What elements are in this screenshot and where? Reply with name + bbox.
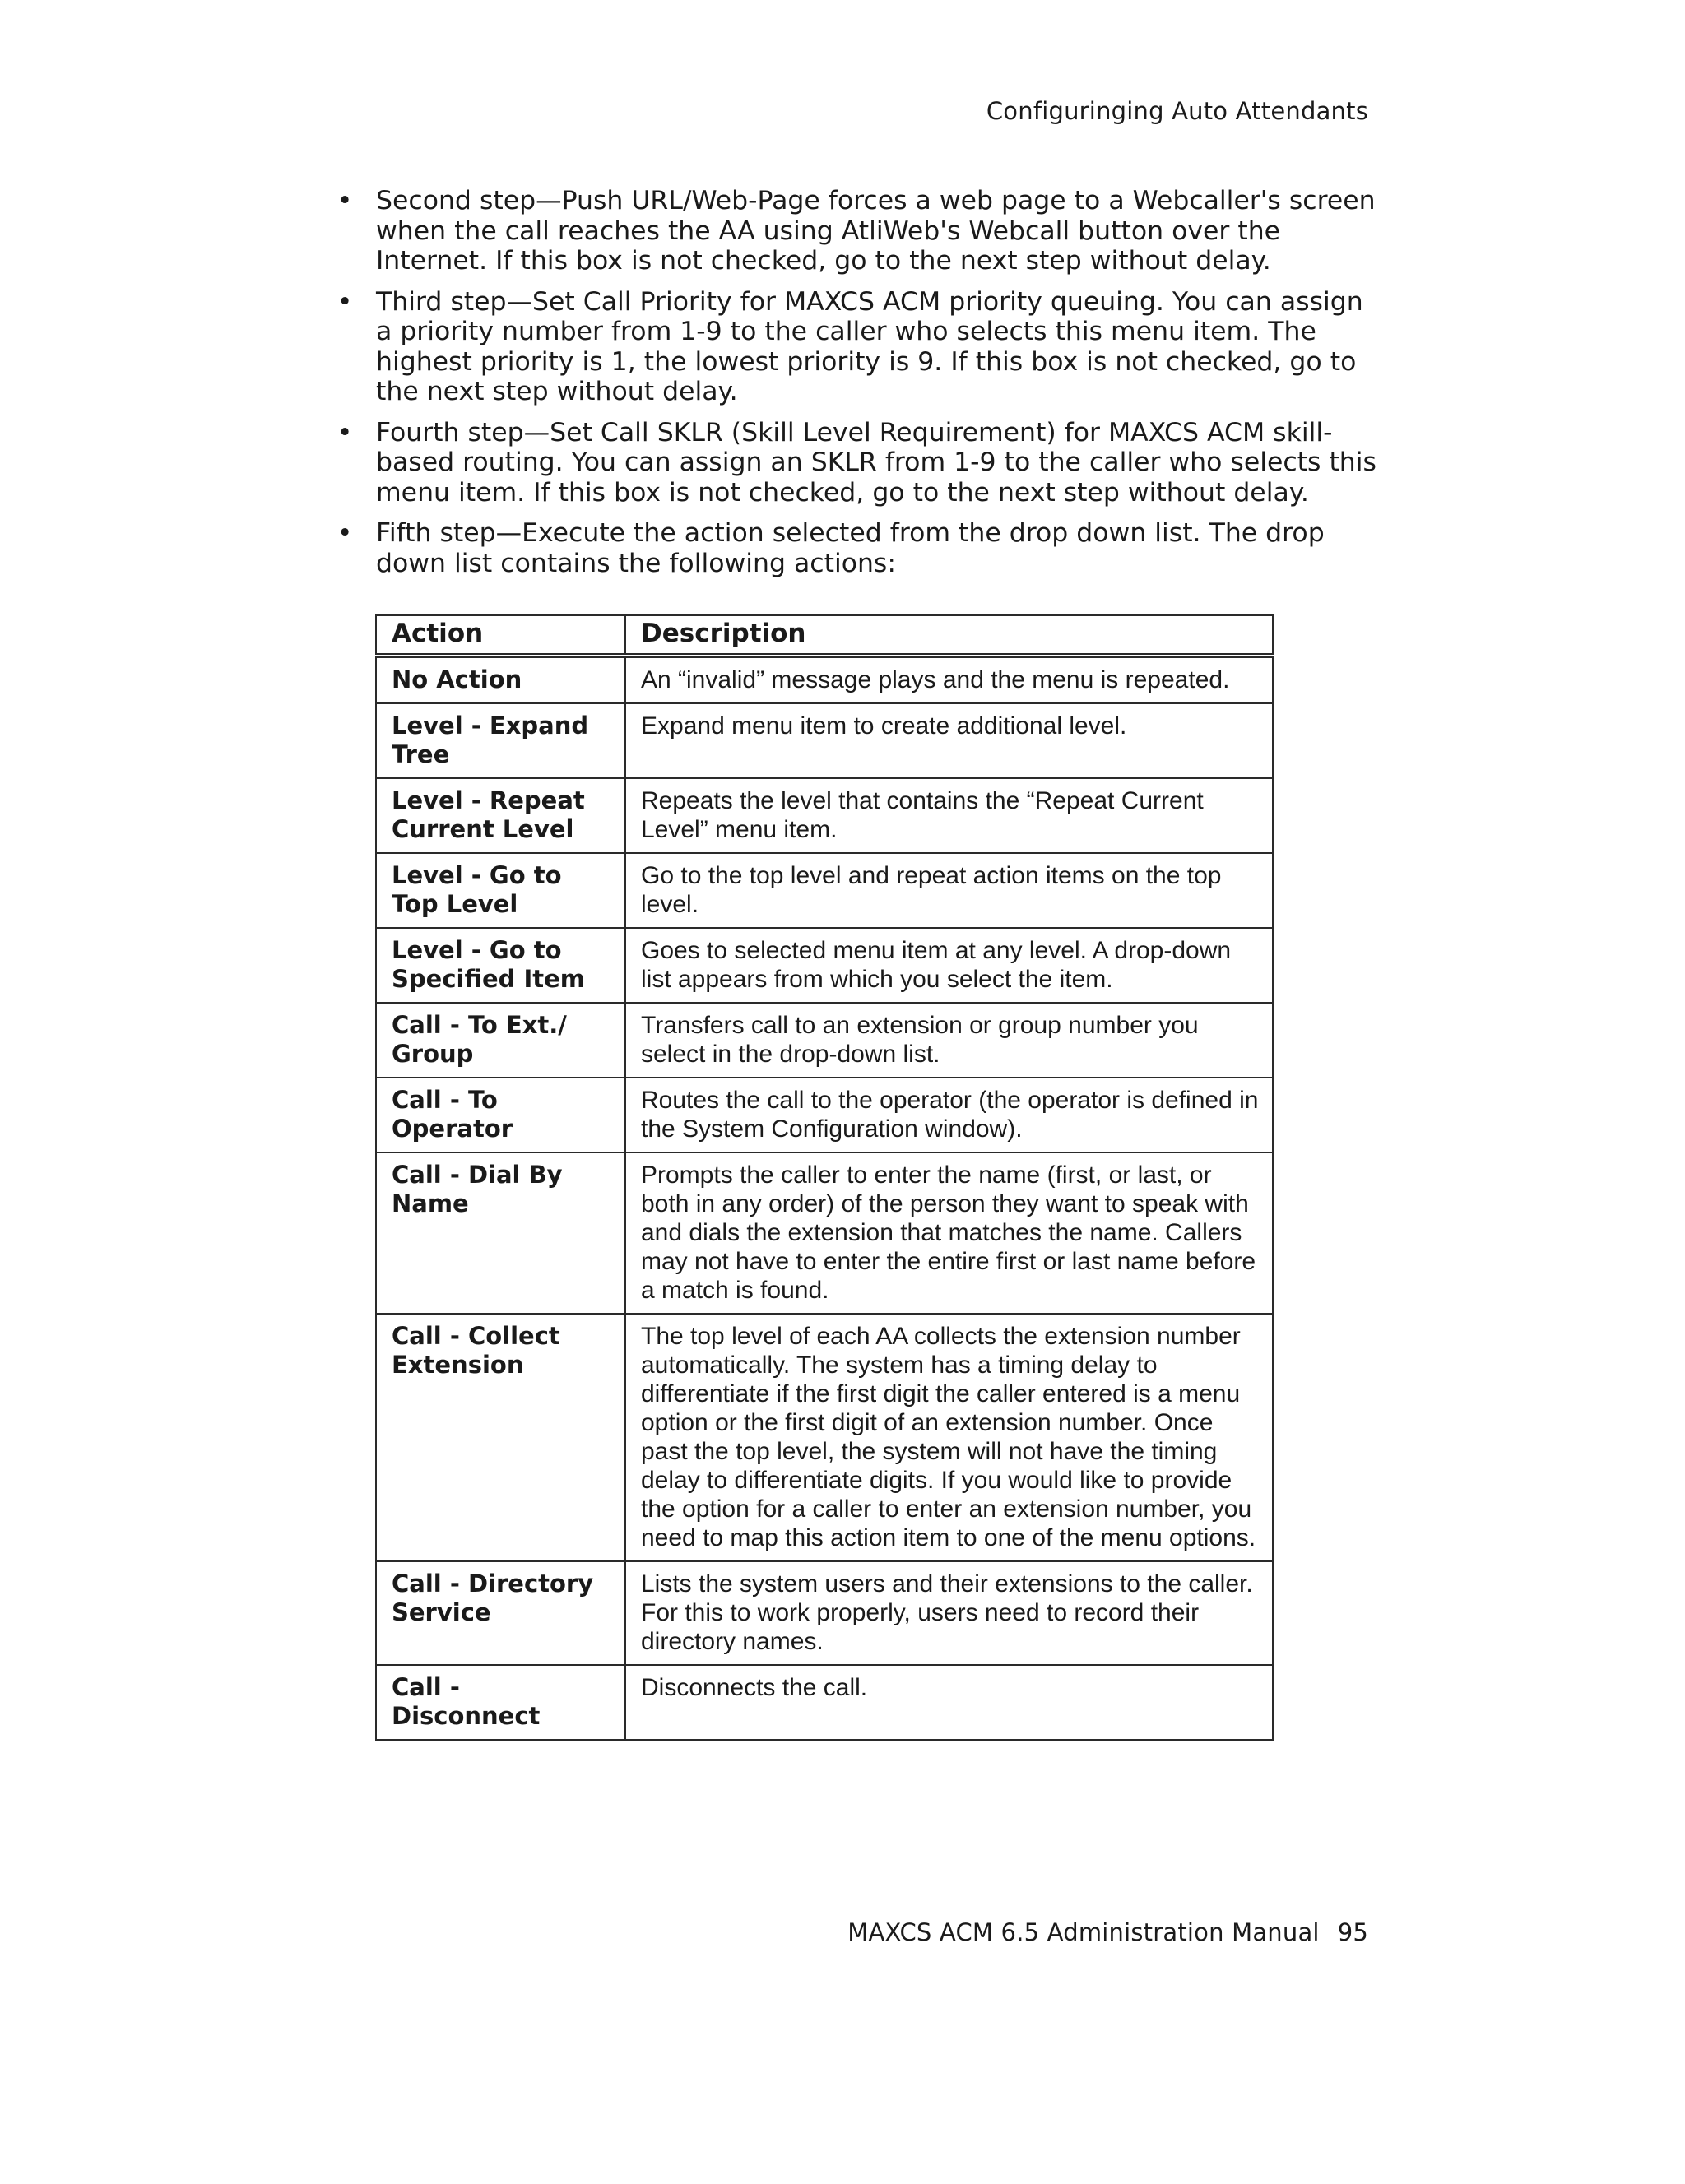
action-cell: Call - Disconnect <box>376 1665 625 1740</box>
column-header-action: Action <box>376 615 625 656</box>
action-cell: Call - To Operator <box>376 1078 625 1152</box>
step-item-second <box>337 186 1382 276</box>
bullet-icon: • <box>337 518 353 548</box>
action-cell: Level - Go to Specified Item <box>376 928 625 1003</box>
step-text: Fifth step—Execute the action selected from the drop down list. The drop down list contains the following actions: <box>376 518 1325 578</box>
actions-table <box>375 614 1274 1741</box>
table-header-row <box>376 615 1273 656</box>
table-row <box>376 656 1273 703</box>
description-cell: Disconnects the call. <box>625 1665 1273 1740</box>
table-row <box>376 928 1273 1003</box>
running-header: Configuringing Auto Attendants <box>986 97 1368 125</box>
page-footer <box>847 1918 1368 1946</box>
bullet-icon: • <box>337 286 353 317</box>
bullet-icon: • <box>337 417 353 447</box>
table-row <box>376 1314 1273 1561</box>
action-cell: Level - Repeat Current Level <box>376 778 625 853</box>
description-cell: Expand menu item to create additional level. <box>625 703 1273 778</box>
action-cell: Level - Go to Top Level <box>376 853 625 928</box>
description-cell: An “invalid” message plays and the menu is repeated. <box>625 656 1273 703</box>
step-item-fifth <box>337 518 1382 578</box>
table-row <box>376 1003 1273 1078</box>
manual-title: MAXCS ACM 6.5 Administration Manual <box>847 1918 1320 1946</box>
description-cell: Go to the top level and repeat action items on the top level. <box>625 853 1273 928</box>
action-cell: Call - To Ext./ Group <box>376 1003 625 1078</box>
column-header-description: Description <box>625 615 1273 656</box>
bullet-icon: • <box>337 186 353 216</box>
page-number: 95 <box>1337 1918 1368 1946</box>
step-item-fourth <box>337 418 1382 508</box>
table-row <box>376 778 1273 853</box>
action-cell: Call - Collect Extension <box>376 1314 625 1561</box>
table-row <box>376 853 1273 928</box>
action-cell: No Action <box>376 656 625 703</box>
action-cell: Level - Expand Tree <box>376 703 625 778</box>
description-cell: The top level of each AA collects the extension number automatically. The system has a timing delay to differentiate if the first digit the caller entered is a menu option or the first digit of an extension number. Once past the top level, the system will not have the timing delay to differentiate digits. If you would like to provide the option for a caller to enter an extension number, you need to map this action item to one of the menu options. <box>625 1314 1273 1561</box>
table-row <box>376 1078 1273 1152</box>
table-row <box>376 1665 1273 1740</box>
description-cell: Goes to selected menu item at any level. A drop-down list appears from which you select the item. <box>625 928 1273 1003</box>
description-cell: Routes the call to the operator (the operator is defined in the System Configuration window). <box>625 1078 1273 1152</box>
action-cell: Call - Directory Service <box>376 1561 625 1665</box>
action-cell: Call - Dial By Name <box>376 1152 625 1314</box>
table-row <box>376 703 1273 778</box>
table-row <box>376 1561 1273 1665</box>
description-cell: Prompts the caller to enter the name (first, or last, or both in any order) of the person they want to speak with and dials the extension that matches the name. Callers may not have to enter the entire first or last name before a match is found. <box>625 1152 1273 1314</box>
description-cell: Transfers call to an extension or group number you select in the drop-down list. <box>625 1003 1273 1078</box>
description-cell: Repeats the level that contains the “Repeat Current Level” menu item. <box>625 778 1273 853</box>
step-list <box>337 186 1382 589</box>
step-text: Fourth step—Set Call SKLR (Skill Level Requirement) for MAXCS ACM skill-based routing. You can assign an SKLR from 1-9 to the caller who selects this menu item. If this box is not checked, go to the next step without delay. <box>376 417 1376 508</box>
step-text: Third step—Set Call Priority for MAXCS ACM priority queuing. You can assign a priority number from 1-9 to the caller who selects this menu item. The highest priority is 1, the lowest priority is 9. If this box is not checked, go to the next step without delay. <box>376 286 1363 406</box>
table-row <box>376 1152 1273 1314</box>
step-item-third <box>337 287 1382 407</box>
step-text: Second step—Push URL/Web-Page forces a web page to a Webcaller's screen when the call reaches the AA using AtliWeb's Webcall button over the Internet. If this box is not checked, go to the next step without delay. <box>376 186 1376 276</box>
description-cell: Lists the system users and their extensions to the caller. For this to work properly, users need to record their directory names. <box>625 1561 1273 1665</box>
